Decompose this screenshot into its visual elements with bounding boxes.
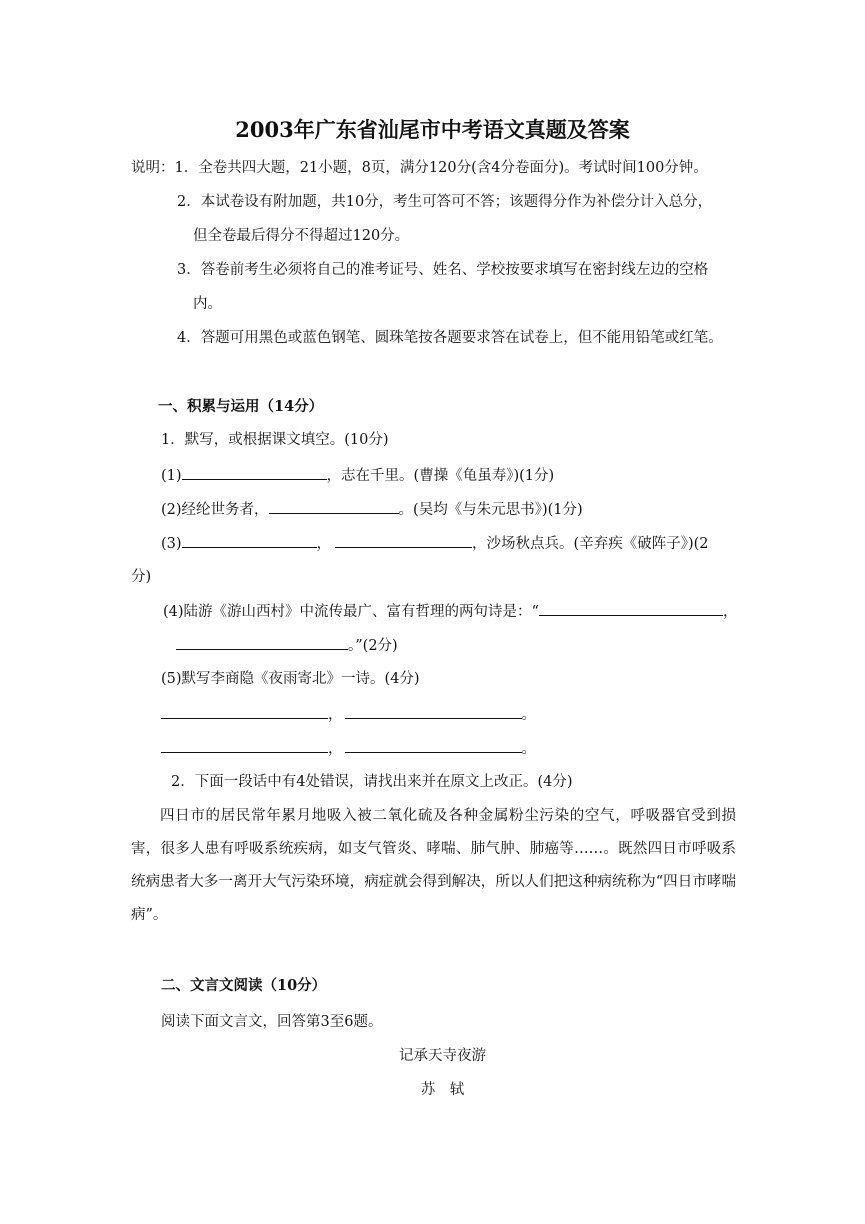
q1-3-comma: ， [316, 536, 332, 552]
question-1-4 [163, 601, 737, 622]
question-1-2 [161, 499, 583, 520]
question-1: 1．默写，或根据课文填空。(10分) [161, 432, 389, 448]
q1-2-suffix: 。(吴均《与朱元思书》)(1分) [398, 502, 583, 518]
q1-3-suffix: ，沙场秋点兵。(辛弃疾《破阵子》)(2 [472, 536, 709, 552]
instructions-item-2a: 2．本试卷设有附加题，共10分，考生可答可不答；该题得分作为补偿分计入总分， [177, 194, 713, 210]
answer-blank[interactable] [182, 533, 317, 548]
question-1-4-cont [176, 635, 398, 656]
question-1-5: (5)默写李商隐《夜雨寄北》一诗。(4分) [161, 671, 420, 687]
q1-4-prefix: (4)陆游《游山西村》中流传最广、富有哲理的两句诗是：“ [163, 604, 539, 620]
question-1-1 [161, 465, 554, 486]
instructions-item-1 [131, 158, 708, 178]
instructions-item-3a: 3．答卷前考生必须将自己的准考证号、姓名、学校按要求填写在密封线左边的空格 [177, 262, 709, 278]
poem-line-1 [161, 704, 536, 725]
q1-1-prefix: (1) [161, 468, 182, 484]
answer-blank[interactable] [345, 738, 522, 753]
comma: ， [328, 741, 343, 757]
answer-blank[interactable] [182, 465, 327, 480]
instructions-item-3b: 内。 [193, 296, 222, 312]
q1-3-prefix: (3) [161, 536, 182, 552]
answer-blank[interactable] [345, 704, 522, 719]
question-1-3 [161, 533, 709, 554]
question-1-3-wrap: 分) [131, 569, 152, 585]
question-2-passage: 四日市的居民常年累月地吸入被二氧化硫及各种金属粉尘污染的空气，呼吸器官受到损害，很多人患有呼吸系统疾病，如支气管炎、哮喘、肺气肿、肺癌等……。既然四日市呼吸系统病患者大多一离开大气污染环境，病症就会得到解决，所以人们把这种病统称为“四日市哮喘病”。 [131, 808, 736, 923]
instructions-prefix: 说明： [131, 160, 175, 176]
q1-4-suffix: 。”(2分) [348, 638, 398, 654]
essay-author: 苏 轼 [420, 1082, 465, 1098]
section2-heading: 二、文言文阅读（10分） [161, 977, 327, 994]
poem-line-2 [161, 738, 536, 759]
comma: ， [328, 707, 343, 723]
q1-1-suffix: ，志在千里。(曹操《龟虽寿》)(1分) [326, 468, 555, 484]
q1-2-prefix: (2)经纶世务者， [161, 502, 269, 518]
answer-blank[interactable] [161, 704, 328, 719]
page-title: 2003年广东省汕尾市中考语文真题及答案 [235, 117, 630, 142]
section2-intro: 阅读下面文言文，回答第3至6题。 [161, 1014, 383, 1030]
instructions-item-4: 4．答题可用黑色或蓝色钢笔、圆珠笔按各题要求答在试卷上，但不能用铅笔或红笔。 [177, 330, 723, 346]
instructions-text-1: 1．全卷共四大题，21小题，8页，满分120分(含4分卷面分)。考试时间100分钟。 [174, 160, 708, 176]
instructions-item-2b: 但全卷最后得分不得超过120分。 [193, 228, 410, 244]
q1-4-comma: ， [722, 604, 738, 620]
answer-blank[interactable] [176, 635, 348, 650]
answer-blank[interactable] [161, 738, 328, 753]
section1-heading: 一、积累与运用（14分） [158, 398, 324, 415]
question-2: 2．下面一段话中有4处错误，请找出来并在原文上改正。(4分) [171, 774, 573, 790]
essay-title: 记承天寺夜游 [399, 1048, 486, 1064]
period: 。 [521, 741, 536, 757]
answer-blank[interactable] [335, 533, 472, 548]
answer-blank[interactable] [539, 601, 723, 616]
period: 。 [521, 707, 536, 723]
answer-blank[interactable] [269, 499, 399, 514]
